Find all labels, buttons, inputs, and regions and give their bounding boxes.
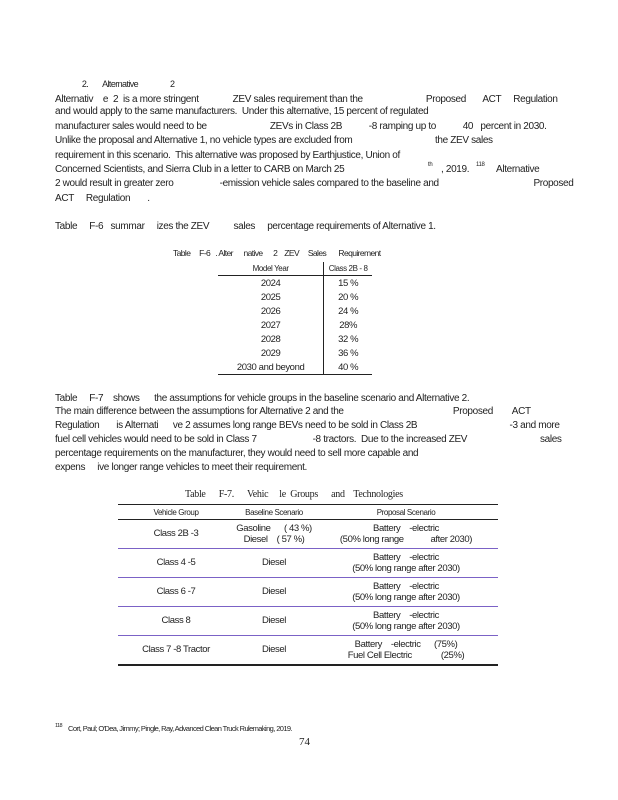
cell-year: 2027 [218, 318, 324, 332]
para-line: fuel cell vehicles would need to be sold in Class 7 -8 tractors. Due to the increased ZEV sales [55, 434, 562, 445]
column-header-proposal: Proposal Scenario [314, 505, 498, 520]
superscript-th: th [428, 162, 433, 168]
table-f6 [218, 262, 372, 375]
para-line: 2 would result in greater zero -emission vehicle sales compared to the baseline and Proposed [55, 178, 574, 189]
column-header-vehicle-group: Vehicle Group [118, 505, 234, 520]
footnote-number: 118 [55, 723, 62, 729]
page-number: 74 [299, 736, 310, 748]
section-heading [78, 67, 174, 90]
cell-percent: 24 % [338, 305, 359, 317]
cell-percent: 15 % [338, 277, 359, 289]
cell-baseline: Gasoline ( 43 %) Diesel ( 57 %) [234, 520, 314, 549]
cell-year: 2028 [218, 332, 324, 346]
para-line: requirement in this scenario. This alternative was proposed by Earthjustice, Union of [55, 150, 400, 161]
column-header-model-year: Model Year [218, 262, 324, 276]
para-line: and would apply to the same manufacturers. Under this alternative, 15 percent of regulated [55, 106, 429, 117]
cell-year: 2026 [218, 304, 324, 318]
para-line: expens ive longer range vehicles to meet their requirement. [55, 462, 307, 473]
cell-baseline: Diesel [234, 607, 314, 636]
table-f6-intro: Table F-6 summar izes the ZEV sales percentage requirements of Alternative 1. [55, 221, 436, 232]
table-f7 [118, 504, 498, 666]
table-row [118, 636, 498, 666]
table-row [118, 578, 498, 607]
section-title-number: 2 [170, 78, 175, 89]
table-row [218, 290, 372, 304]
cell-percent: 28% [339, 319, 358, 331]
para-line: Regulation is Alternati ve 2 assumes long range BEVs need to be sold in Class 2B -3 and more [55, 420, 560, 431]
cell-percent: 20 % [338, 291, 359, 303]
cell-year: 2029 [218, 346, 324, 360]
table-row [118, 549, 498, 578]
cell-year: 2030 and beyond [218, 360, 324, 375]
para-line: The main difference between the assumptions for Alternative 2 and the Proposed ACT [55, 406, 531, 417]
table-row [218, 346, 372, 360]
cell-baseline: Diesel [234, 636, 314, 666]
para-line: ACT Regulation . [55, 193, 150, 204]
cell-proposal: Battery -electric (50% long range after 2030) [314, 549, 498, 578]
para-line-tail-word: Alternative [496, 164, 540, 175]
table-header-row [218, 262, 372, 276]
cell-percent: 32 % [338, 333, 359, 345]
table-header-row [118, 505, 498, 520]
cell-proposal: Battery -electric (50% long range after 2030) [314, 520, 498, 549]
table-f7-caption: Table F-7. Vehic le Groups and Technologies [185, 489, 403, 500]
section-number: 2. [81, 78, 89, 89]
cell-proposal: Battery -electric (50% long range after 2030) [314, 607, 498, 636]
para-line-tail: , 2019. [441, 164, 470, 175]
cell-vehicle-group: Class 6 -7 [118, 578, 234, 607]
cell-year: 2025 [218, 290, 324, 304]
cell-vehicle-group: Class 8 [118, 607, 234, 636]
para-line: percentage requirements on the manufacturer, they would need to sell more capable and [55, 448, 419, 459]
para-line: Table F-7 shows the assumptions for vehicle groups in the baseline scenario and Alternative 2. [55, 393, 470, 404]
table-row [218, 276, 372, 291]
cell-percent: 40 % [324, 360, 372, 375]
column-header-class: Class 2B - 8 [324, 262, 372, 276]
para-line: Unlike the proposal and Alternative 1, no vehicle types are excluded from the ZEV sales [55, 135, 493, 146]
cell-baseline: Diesel [234, 578, 314, 607]
table-row [118, 607, 498, 636]
footnote-text: Cort, Paul; O'Dea, Jimmy; Pingle, Ray, Advanced Clean Truck Rulemaking, 2019. [68, 724, 292, 733]
para-line: manufacturer sales would need to be ZEVs in Class 2B -8 ramping up to 40 percent in 2030. [55, 121, 547, 132]
table-row [118, 520, 498, 549]
cell-vehicle-group: Class 7 -8 Tractor [118, 636, 234, 666]
cell-baseline: Diesel [234, 549, 314, 578]
table-f6-caption: Table F-6 . Alter native 2 ZEV Sales Requirement [173, 248, 381, 258]
cell-vehicle-group: Class 2B -3 [118, 520, 234, 549]
cell-percent: 36 % [338, 347, 359, 359]
para-line: Alternativ e 2 is a more stringent ZEV sales requirement than the Proposed ACT Regulation [55, 94, 558, 105]
footnote-ref: 118 [476, 162, 485, 168]
para-line: Concerned Scientists, and Sierra Club in a letter to CARB on March 25 [55, 164, 345, 175]
cell-proposal: Battery -electric (50% long range after 2030) [314, 578, 498, 607]
cell-vehicle-group: Class 4 -5 [118, 549, 234, 578]
column-header-baseline: Baseline Scenario [234, 505, 314, 520]
table-row [218, 318, 372, 332]
table-row [218, 304, 372, 318]
table-row [218, 360, 372, 375]
table-row [218, 332, 372, 346]
cell-year: 2024 [218, 276, 324, 291]
section-title: Alternative [102, 78, 139, 89]
cell-proposal: Battery -electric (75%) Fuel Cell Electric (25%) [314, 636, 498, 666]
